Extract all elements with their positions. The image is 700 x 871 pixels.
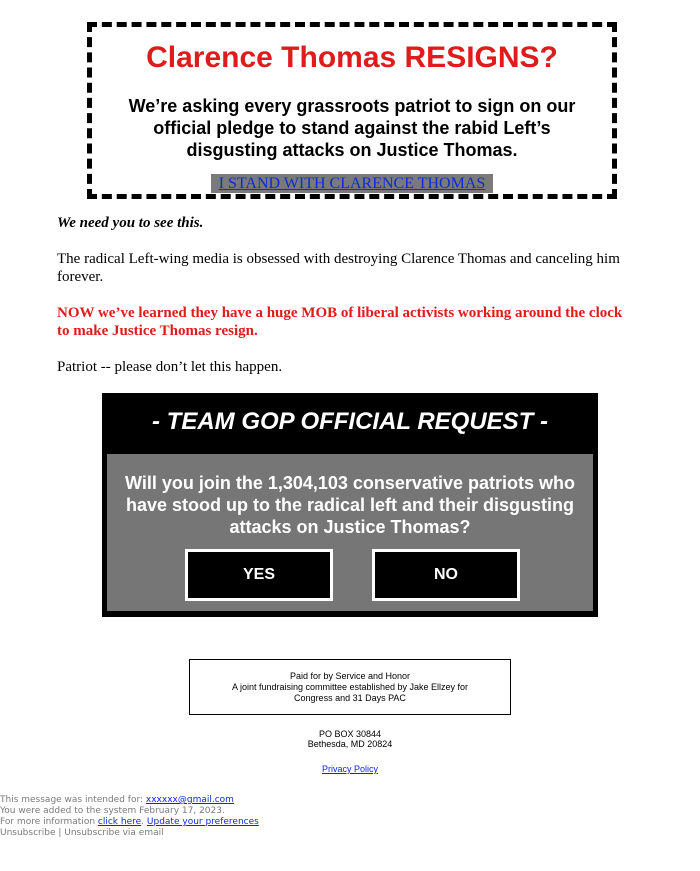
added-date-line: You were added to the system February 17, 2023. [0,806,225,816]
update-preferences-link[interactable]: Update your preferences [146,817,259,827]
committee-line: A joint fundraising committee established by Jake Ellzey for Congress and 31 Days PAC [231,682,469,703]
click-here-link[interactable]: click here [97,817,142,827]
official-request-box [102,393,598,617]
official-request-question: Will you join the 1,304,103 conservative patriots who have stood up to the radical left and their disgusting attacks on Justice Thomas? [125,473,575,537]
paragraph-mob: NOW we’ve learned they have a huge MOB of liberal activists working around the clock to make Justice Thomas resign. [57,305,623,339]
privacy-policy-row [0,764,700,774]
hero-box [87,22,617,199]
no-button[interactable]: NO [372,549,520,601]
more-info-line [0,817,259,828]
intended-for-label: This message was intended for: [0,795,146,805]
more-info-label: For more information [0,817,98,827]
official-request-title: - TEAM GOP OFFICIAL REQUEST - [152,408,548,435]
address-line-1: PO BOX 30844 [318,729,382,739]
official-request-panel [107,454,593,611]
paid-for-disclaimer [189,659,511,715]
stand-with-clarence-link[interactable]: I STAND WITH CLARENCE THOMAS [211,174,494,193]
yes-button[interactable]: YES [185,549,333,601]
paid-for-line: Paid for by Service and Honor [289,671,411,681]
intended-for-line [0,795,259,806]
paragraph-patriot: Patriot -- please don’t let this happen. [57,359,283,375]
privacy-policy-link[interactable]: Privacy Policy [321,764,378,774]
unsubscribe-line[interactable]: Unsubscribe | Unsubscribe via email [0,828,164,838]
paragraph-media: The radical Left-wing media is obsessed with destroying Clarence Thomas and canceling him forever. [57,251,620,285]
recipient-email-link[interactable]: xxxxxx@gmail.com [145,795,234,805]
email-footer [0,795,259,839]
separator-text: . [141,817,147,827]
hero-subtitle: We’re asking every grassroots patriot to sign on our official pledge to stand against the rabid Left’s disgusting attacks on Justice Thomas. [128,96,576,160]
address-line-2: Bethesda, MD 20824 [307,739,393,749]
hero-title: Clarence Thomas RESIGNS? [146,41,558,74]
intro-line: We need you to see this. [57,215,204,231]
mailing-address [0,729,700,749]
